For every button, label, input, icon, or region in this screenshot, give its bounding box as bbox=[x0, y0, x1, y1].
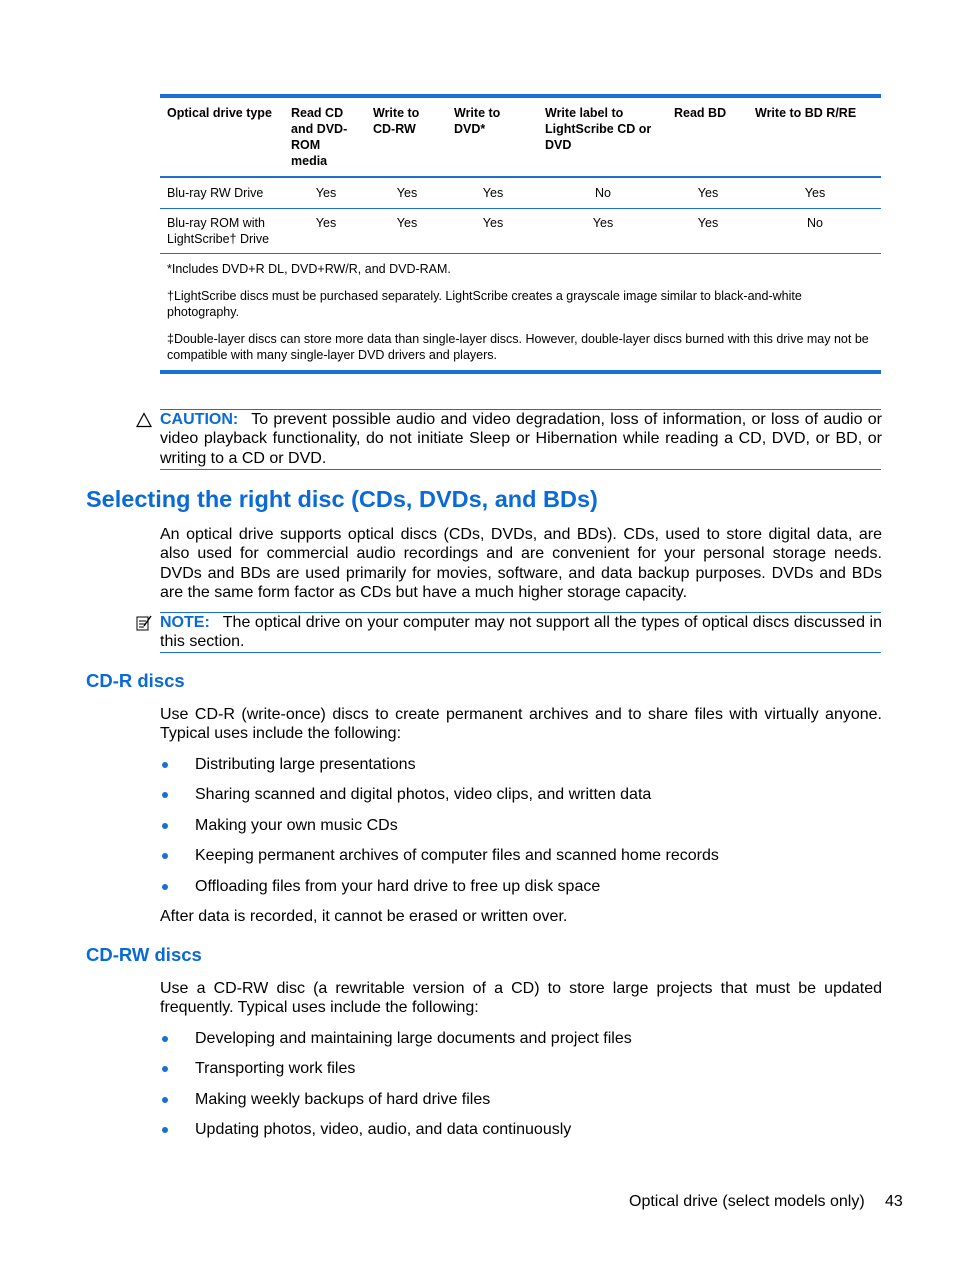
table-header-drive-type: Optical drive type bbox=[167, 106, 272, 120]
table-bottom-rule bbox=[160, 370, 881, 374]
table-cell: Yes bbox=[396, 186, 418, 200]
caution-bottom-rule bbox=[160, 469, 881, 470]
table-cell: Yes bbox=[697, 186, 719, 200]
table-footnote: †LightScribe discs must be purchased separately. LightScribe creates a grayscale image similar to black-and-white photography. bbox=[167, 289, 802, 319]
table-cell: Yes bbox=[482, 186, 504, 200]
note-text bbox=[160, 613, 882, 652]
table-cell: Yes bbox=[315, 186, 337, 200]
footer-page-number: 43 bbox=[885, 1193, 903, 1210]
cdrw-intro: Use a CD-RW disc (a rewritable version of a CD) to store large projects that must be updated frequently. Typical uses include the following: bbox=[160, 980, 882, 1017]
table-header-write-bd: Write to BD R/RE bbox=[755, 106, 857, 120]
section-title: Selecting the right disc (CDs, DVDs, and BDs) bbox=[86, 486, 598, 512]
table-row-divider bbox=[160, 208, 881, 209]
bullet-icon bbox=[162, 1097, 168, 1103]
caution-label: CAUTION: bbox=[160, 411, 239, 428]
table-cell: Yes bbox=[315, 216, 337, 230]
table-cell: Yes bbox=[697, 216, 719, 230]
caution-triangle-icon bbox=[136, 412, 152, 428]
bullet-icon bbox=[162, 1066, 168, 1072]
bullet-icon bbox=[162, 1127, 168, 1133]
footer-section-name: Optical drive (select models only) bbox=[629, 1193, 865, 1210]
table-cell: Yes bbox=[592, 216, 614, 230]
bullet-icon bbox=[162, 853, 168, 859]
table-header-write-dvd: Write to DVD* bbox=[454, 106, 501, 136]
caution-text bbox=[160, 410, 882, 468]
note-bottom-rule bbox=[160, 652, 881, 653]
table-cell-drive-type: Blu-ray ROM with LightScribe† Drive bbox=[167, 216, 270, 246]
cdr-intro: Use CD-R (write-once) discs to create permanent archives and to share files with virtually anyone. Typical uses include the following: bbox=[160, 706, 882, 743]
note-body: The optical drive on your computer may not support all the types of optical discs discussed in this section. bbox=[160, 614, 882, 651]
table-header-write-label: Write label to LightScribe CD or DVD bbox=[545, 106, 652, 152]
cdr-after: After data is recorded, it cannot be erased or written over. bbox=[160, 908, 568, 925]
table-cell: No bbox=[595, 186, 611, 200]
table-cell: Yes bbox=[396, 216, 418, 230]
table-footnote-divider bbox=[160, 253, 881, 254]
bullet-icon bbox=[162, 762, 168, 768]
bullet-icon bbox=[162, 792, 168, 798]
cdrw-heading: CD-RW discs bbox=[86, 944, 202, 965]
note-pad-icon bbox=[135, 614, 153, 632]
note-label: NOTE: bbox=[160, 614, 210, 631]
table-cell-drive-type: Blu-ray RW Drive bbox=[167, 186, 264, 200]
bullet-icon bbox=[162, 884, 168, 890]
table-top-rule bbox=[160, 94, 881, 98]
table-header-read-bd: Read BD bbox=[674, 106, 727, 120]
table-footnote: *Includes DVD+R DL, DVD+RW/R, and DVD-RAM. bbox=[167, 262, 451, 276]
cdr-heading: CD-R discs bbox=[86, 670, 185, 691]
table-cell: Yes bbox=[804, 186, 826, 200]
section-intro: An optical drive supports optical discs (CDs, DVDs, and BDs). CDs, used to store digital data, are also used for commercial audio recordings and are convenient for your personal storage needs. DVDs and BDs are used primarily for movies, software, and data backup purposes. DVDs and BDs are the same form factor as CDs but have a much higher storage capacity. bbox=[160, 526, 882, 601]
bullet-icon bbox=[162, 1036, 168, 1042]
table-header-rule bbox=[160, 176, 881, 178]
table-cell: No bbox=[807, 216, 823, 230]
table-header-read-cd: Read CD and DVD- ROM media bbox=[291, 106, 348, 168]
table-cell: Yes bbox=[482, 216, 504, 230]
bullet-icon bbox=[162, 823, 168, 829]
table-footnote: ‡Double-layer discs can store more data than single-layer discs. However, double-layer discs burned with this drive may not be compatible with many single-layer DVD drivers and players. bbox=[167, 332, 869, 362]
table-header-write-cdrw: Write to CD-RW bbox=[373, 106, 420, 136]
caution-body: To prevent possible audio and video degradation, loss of information, or loss of audio or video playback functionality, do not initiate Sleep or Hibernation while reading a CD, DVD, or BD, or writing to a CD or DVD. bbox=[160, 411, 882, 467]
